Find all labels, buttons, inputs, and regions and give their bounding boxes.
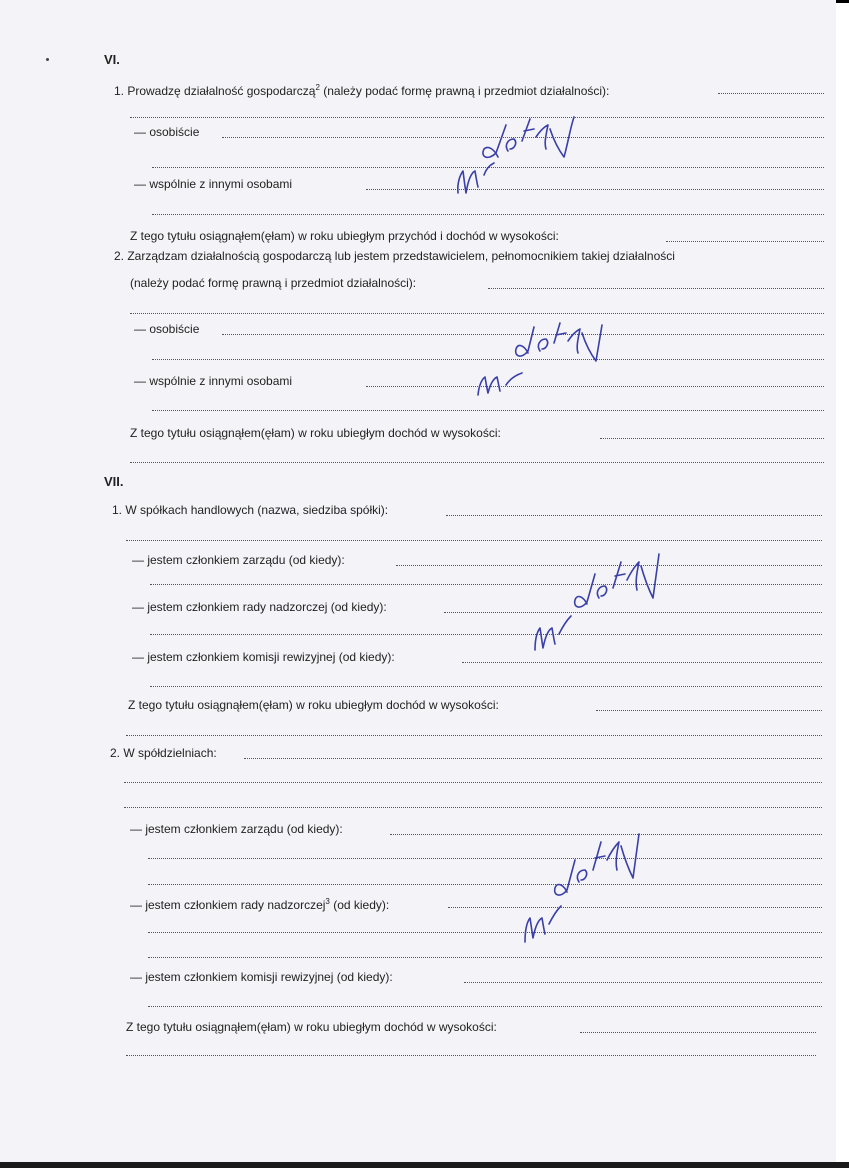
vii-item1-fill-line[interactable] <box>126 540 822 541</box>
vii-item1-audit-line[interactable] <box>150 686 822 687</box>
vi-item1-income-label: Z tego tytułu osiągnąłem(ęłam) w roku ubiegłym przychód i dochód w wysokości: <box>130 229 559 243</box>
handwritten-note <box>525 540 665 660</box>
vi-item2-income-line[interactable] <box>130 462 824 463</box>
vii-item2-supervisory-label: — jestem członkiem rady nadzorczej$^3$ (od kiedy): <box>130 897 390 912</box>
handwritten-note <box>470 315 610 405</box>
vii-item1-supervisory-label: — jestem członkiem rady nadzorczej (od kiedy): <box>132 600 387 614</box>
vi-item2-label-line2: (należy podać formę prawną i przedmiot działalności): <box>130 276 417 290</box>
vi-item1-label: 1. Prowadzę działalność gospodarczą$^2$ (należy podać formę prawną i przedmiot działalności): <box>114 83 610 98</box>
vii-item2-income-line[interactable] <box>126 1055 816 1056</box>
vii-item2-audit-line[interactable] <box>148 1006 822 1007</box>
vi-item1-jointly-line[interactable] <box>152 214 824 215</box>
vii-item1-income-label: Z tego tytułu osiągnąłem(ęłam) w roku ubiegłym dochód w wysokości: <box>128 698 499 712</box>
vii-item2-board-line[interactable] <box>148 858 822 859</box>
scan-margin <box>836 0 849 1168</box>
vii-item1-audit-line[interactable] <box>462 662 822 663</box>
scan-corner-mark <box>836 0 849 3</box>
vii-item2-board-label: — jestem członkiem zarządu (od kiedy): <box>130 822 343 836</box>
vii-item1-income-line[interactable] <box>126 735 822 736</box>
vii-item2-audit-label: — jestem członkiem komisji rewizyjnej (od kiedy): <box>130 970 393 984</box>
vii-item1-board-line[interactable] <box>150 584 822 585</box>
scan-bottom-edge <box>0 1162 849 1168</box>
vii-item1-audit-label: — jestem członkiem komisji rewizyjnej (od kiedy): <box>132 650 395 664</box>
handwritten-note <box>440 105 590 205</box>
vi-item2-jointly-label: — wspólnie z innymi osobami <box>134 374 293 388</box>
vi-item1-income-line[interactable] <box>666 241 824 242</box>
vii-item2-supervisory-line[interactable] <box>148 932 822 933</box>
vi-item2-jointly-line[interactable] <box>152 410 824 411</box>
vii-item1-label: 1. W spółkach handlowych (nazwa, siedziba spółki): <box>112 503 389 517</box>
vi-item2-income-label: Z tego tytułu osiągnąłem(ęłam) w roku ubiegłym dochód w wysokości: <box>130 426 501 440</box>
section-vii-heading: VII. <box>104 474 124 489</box>
vi-item1-personally-label: — osobiście <box>134 125 200 139</box>
scan-speck <box>46 58 49 61</box>
vi-item2-income-line[interactable] <box>600 438 824 439</box>
vii-item2-fill-line[interactable] <box>244 758 822 759</box>
vi-item2-personally-label: — osobiście <box>134 322 200 336</box>
vii-item2-fill-line[interactable] <box>124 782 822 783</box>
vi-item1-fill-line[interactable] <box>718 93 824 94</box>
vii-item2-supervisory-line[interactable] <box>148 957 822 958</box>
vii-item1-income-line[interactable] <box>596 710 822 711</box>
vii-item1-fill-line[interactable] <box>446 515 822 516</box>
vii-item2-label: 2. W spółdzielniach: <box>110 746 217 760</box>
vii-item2-board-line[interactable] <box>148 884 822 885</box>
vi-item2-fill-line[interactable] <box>130 313 824 314</box>
vii-item2-income-line[interactable] <box>580 1032 816 1033</box>
vii-item1-supervisory-line[interactable] <box>150 634 822 635</box>
vii-item2-income-label: Z tego tytułu osiągnąłem(ęłam) w roku ubiegłym dochód w wysokości: <box>126 1020 497 1034</box>
vii-item1-board-label: — jestem członkiem zarządu (od kiedy): <box>132 553 345 567</box>
vi-item2-label-line1: 2. Zarządzam działalnością gospodarczą lub jestem przedstawicielem, pełnomocnikiem takiej działalności <box>114 249 675 263</box>
vii-item2-audit-line[interactable] <box>464 982 822 983</box>
vi-item1-jointly-line[interactable] <box>366 189 824 190</box>
handwritten-note <box>515 820 645 950</box>
vi-item2-fill-line[interactable] <box>488 288 824 289</box>
vii-item2-fill-line[interactable] <box>124 807 822 808</box>
vi-item1-jointly-label: — wspólnie z innymi osobami <box>134 177 293 191</box>
section-vi-heading: VI. <box>104 52 120 67</box>
